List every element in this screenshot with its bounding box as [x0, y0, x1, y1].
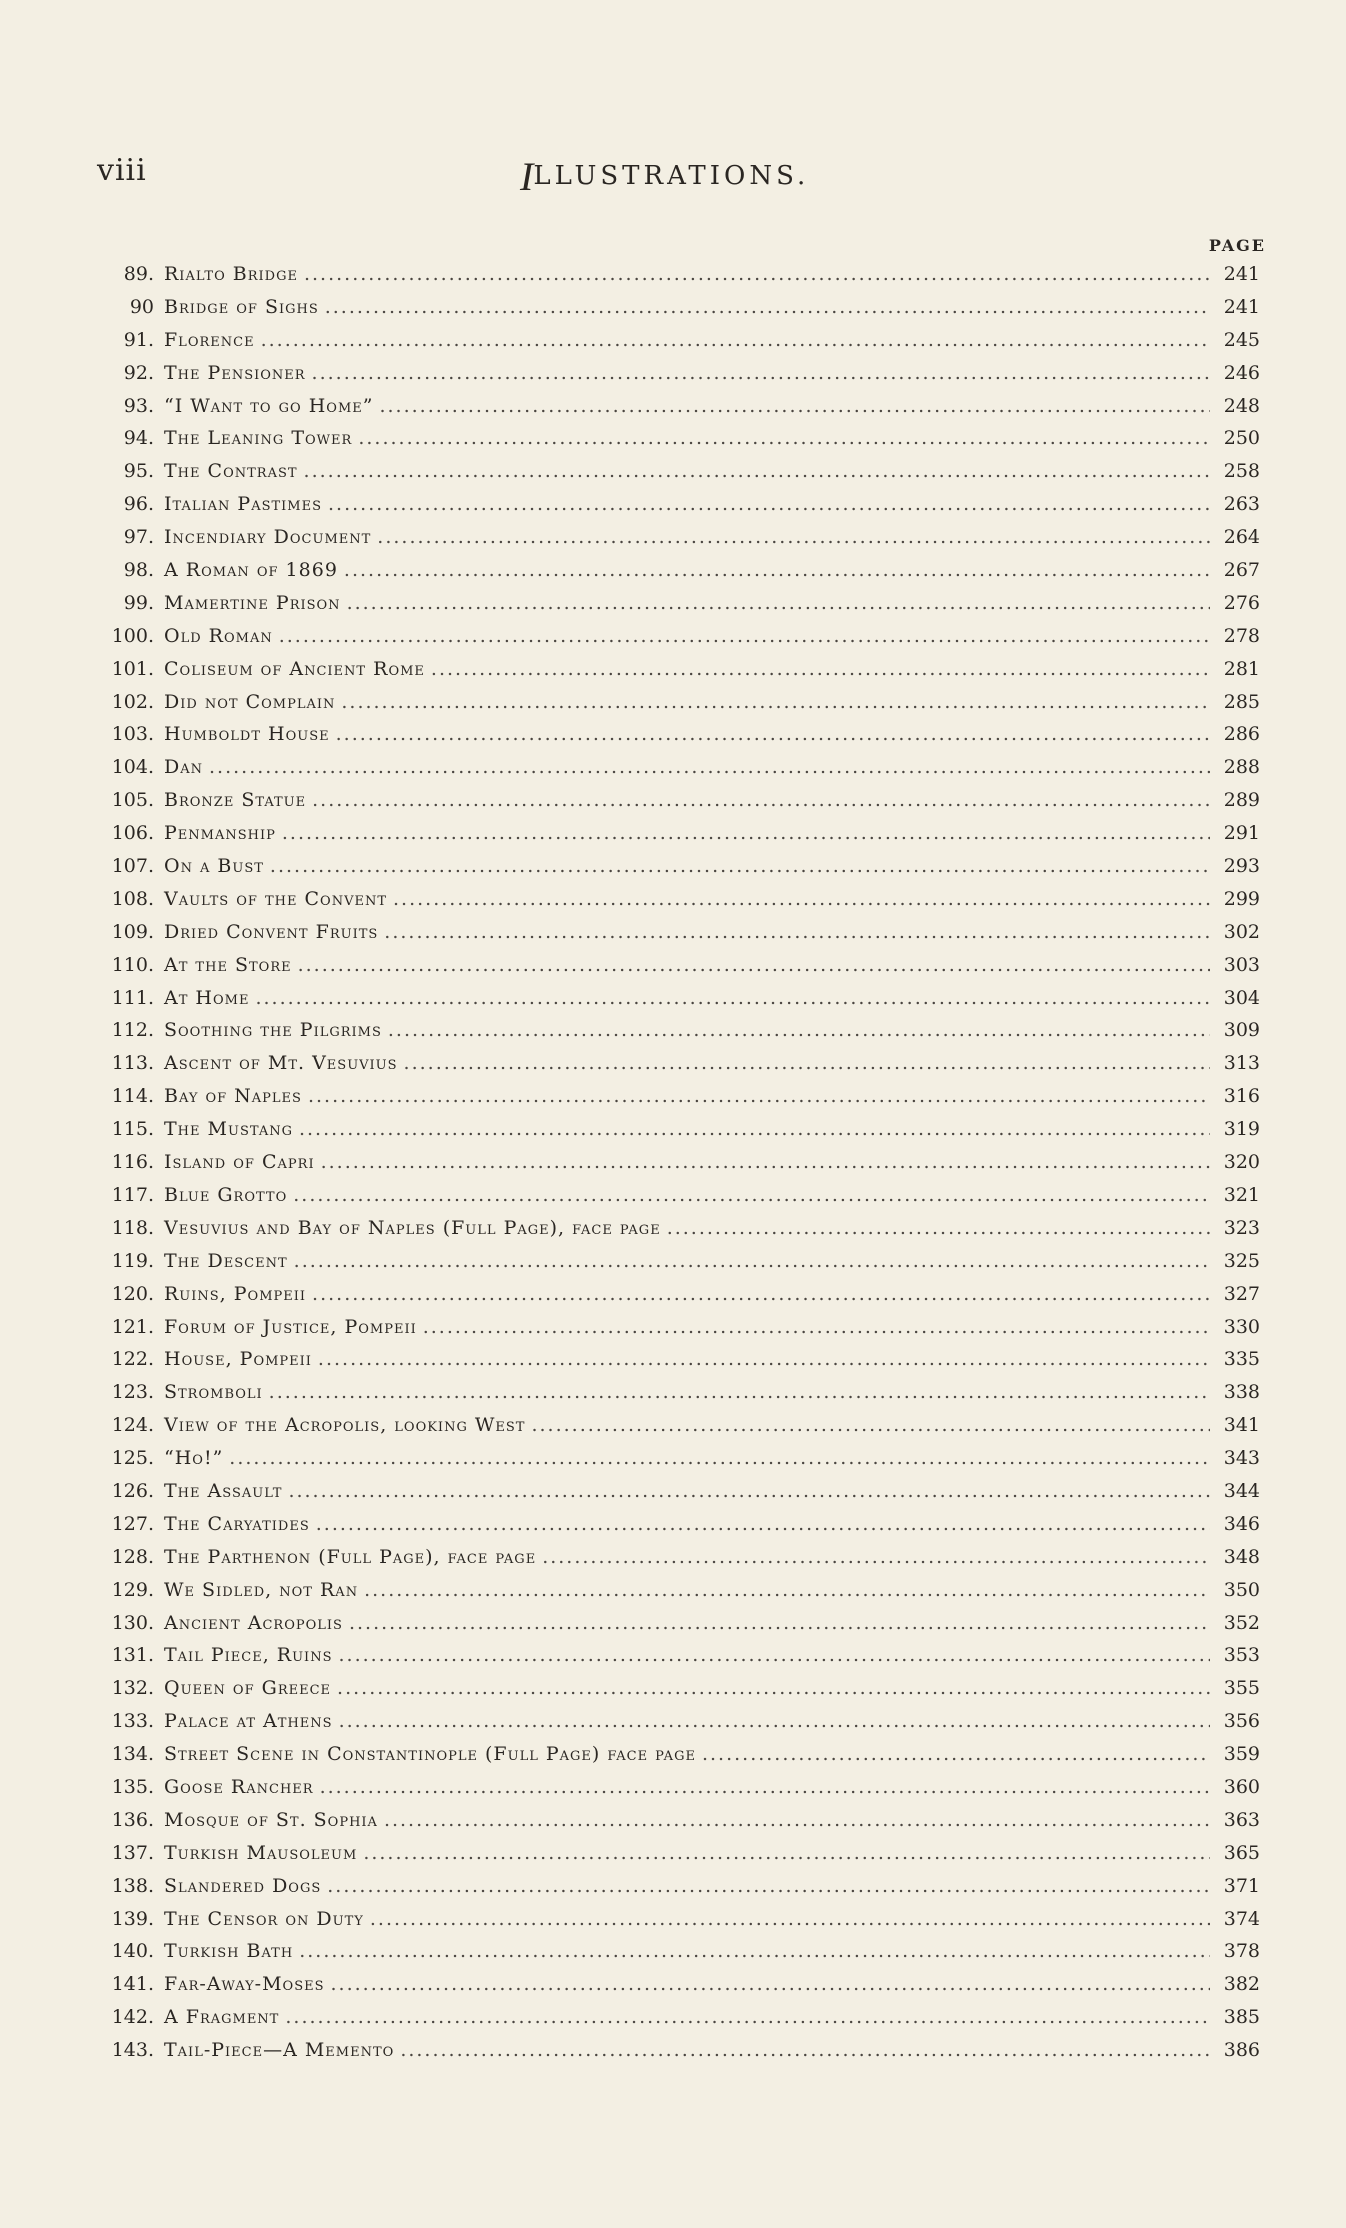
entry-page-number: 264 — [1223, 526, 1260, 549]
entry-number: 140. — [111, 1940, 154, 1963]
entry-title: Palace at Athens — [164, 1710, 333, 1733]
entry-title: Slandered Dogs — [164, 1874, 322, 1897]
list-entry — [92, 296, 1260, 329]
entry-title: Coliseum of Ancient Rome — [164, 657, 425, 680]
dot-leader — [379, 395, 1210, 417]
dot-leader — [349, 1612, 1210, 1634]
dot-leader — [209, 756, 1210, 778]
entry-number: 96. — [123, 493, 154, 516]
entry-title: The Censor on Duty — [164, 1907, 364, 1930]
entry-page-number: 378 — [1223, 1940, 1260, 1963]
entry-number: 89. — [123, 263, 154, 285]
entry-title: On a Bust — [164, 855, 264, 878]
entry-title: Turkish Mausoleum — [164, 1841, 358, 1864]
entry-title: Street Scene in Constantinople (Full Page) face page — [164, 1743, 696, 1766]
entry-number: 137. — [111, 1841, 154, 1864]
entry-page-number: 359 — [1223, 1743, 1260, 1766]
dot-leader — [293, 1184, 1210, 1206]
entry-number: 103. — [111, 723, 154, 746]
entry-number: 112. — [111, 1019, 154, 1042]
entry-page-number: 302 — [1223, 920, 1260, 943]
dot-leader — [384, 1809, 1210, 1831]
entry-title: Rialto Bridge — [164, 263, 298, 285]
entry-title: A Fragment — [164, 2006, 280, 2029]
entry-number: 118. — [111, 1216, 154, 1239]
entry-title: The Descent — [164, 1249, 288, 1272]
entry-page-number: 278 — [1223, 624, 1260, 647]
entry-page-number: 286 — [1223, 723, 1260, 746]
dot-leader — [312, 789, 1210, 811]
list-entry — [92, 493, 1260, 526]
entry-page-number: 309 — [1223, 1019, 1260, 1042]
list-entry — [92, 756, 1260, 789]
entry-number: 104. — [111, 756, 154, 779]
running-title-initial: I — [520, 154, 534, 199]
entry-number: 90 — [129, 295, 154, 318]
entry-number: 97. — [123, 526, 154, 549]
dot-leader — [282, 822, 1210, 844]
entry-title: Tail Piece, Ruins — [164, 1644, 333, 1667]
entry-title: Dried Convent Fruits — [164, 920, 379, 943]
entry-number: 133. — [111, 1710, 154, 1733]
dot-leader — [304, 263, 1210, 285]
dot-leader — [325, 296, 1210, 318]
entry-number: 142. — [111, 2006, 154, 2029]
entry-number: 130. — [111, 1611, 154, 1634]
entry-page-number: 246 — [1223, 361, 1260, 384]
entry-page-number: 382 — [1223, 1973, 1260, 1996]
entry-title: Old Roman — [164, 624, 273, 647]
entry-number: 141. — [111, 1973, 154, 1996]
entry-title: Queen of Greece — [164, 1677, 332, 1700]
list-entry — [92, 427, 1260, 460]
entry-number: 91. — [123, 328, 154, 351]
entry-title: We Sidled, not Ran — [164, 1578, 359, 1601]
list-entry — [92, 987, 1260, 1020]
list-entry — [92, 263, 1260, 296]
list-entry — [92, 1085, 1260, 1118]
entry-title: Soothing the Pilgrims — [164, 1019, 382, 1042]
list-entry — [92, 1217, 1260, 1250]
entry-number: 101. — [111, 657, 154, 680]
entry-number: 113. — [111, 1052, 154, 1075]
entry-page-number: 241 — [1223, 263, 1260, 285]
page-number: viii — [97, 153, 147, 188]
list-entry — [92, 362, 1260, 395]
entry-page-number: 293 — [1223, 855, 1260, 878]
dot-leader — [667, 1217, 1210, 1239]
entry-page-number: 248 — [1223, 394, 1260, 417]
entry-page-number: 250 — [1223, 427, 1260, 450]
entry-page-number: 245 — [1223, 328, 1260, 351]
list-entry — [92, 1776, 1260, 1809]
entry-number: 107. — [111, 855, 154, 878]
entry-number: 94. — [123, 427, 154, 450]
list-entry — [92, 1480, 1260, 1513]
entry-number: 122. — [111, 1348, 154, 1371]
dot-leader — [364, 1579, 1210, 1601]
dot-leader — [298, 954, 1210, 976]
entry-number: 124. — [111, 1414, 154, 1437]
list-entry — [92, 888, 1260, 921]
list-entry — [92, 1381, 1260, 1414]
list-entry — [92, 2039, 1260, 2072]
entry-page-number: 316 — [1223, 1085, 1260, 1108]
entry-page-number: 343 — [1223, 1447, 1260, 1470]
dot-leader — [320, 1776, 1210, 1798]
entry-title: Tail-Piece—A Memento — [164, 2039, 395, 2062]
entry-title: Incendiary Document — [164, 526, 372, 549]
dot-leader — [347, 592, 1210, 614]
list-entry — [92, 1875, 1260, 1908]
entry-title: At the Store — [164, 953, 292, 976]
dot-leader — [299, 1118, 1210, 1140]
entry-page-number: 363 — [1223, 1808, 1260, 1831]
dot-leader — [328, 493, 1210, 515]
entry-number: 116. — [111, 1151, 154, 1174]
entry-title: Mosque of St. Sophia — [164, 1808, 378, 1831]
list-entry — [92, 855, 1260, 888]
list-entry — [92, 658, 1260, 691]
entry-page-number: 356 — [1223, 1710, 1260, 1733]
dot-leader — [400, 2039, 1210, 2061]
list-entry — [92, 1250, 1260, 1283]
entry-page-number: 285 — [1223, 690, 1260, 713]
entry-title: View of the Acropolis, looking West — [164, 1414, 526, 1437]
entry-page-number: 346 — [1223, 1512, 1260, 1535]
dot-leader — [279, 625, 1210, 647]
dot-leader — [316, 1513, 1210, 1535]
entry-page-number: 365 — [1223, 1841, 1260, 1864]
dot-leader — [370, 1908, 1210, 1930]
entry-title: Forum of Justice, Pompeii — [164, 1315, 417, 1338]
entry-page-number: 276 — [1223, 591, 1260, 614]
entry-number: 126. — [111, 1479, 154, 1502]
entry-page-number: 335 — [1223, 1348, 1260, 1371]
list-entry — [92, 1316, 1260, 1349]
list-entry — [92, 1546, 1260, 1579]
dot-leader — [344, 559, 1210, 581]
dot-leader — [377, 526, 1210, 548]
entry-page-number: 325 — [1223, 1249, 1260, 1272]
dot-leader — [404, 1052, 1210, 1074]
list-entry — [92, 1414, 1260, 1447]
dot-leader — [255, 987, 1210, 1009]
entry-page-number: 355 — [1223, 1677, 1260, 1700]
list-entry — [92, 1809, 1260, 1842]
list-entry — [92, 789, 1260, 822]
entry-page-number: 353 — [1223, 1644, 1260, 1667]
entry-title: Florence — [164, 328, 255, 351]
entry-title: At Home — [164, 986, 250, 1009]
entry-number: 125. — [111, 1447, 154, 1470]
illustrations-list — [92, 263, 1260, 2072]
list-entry — [92, 1348, 1260, 1381]
entry-page-number: 267 — [1223, 559, 1260, 582]
list-entry — [92, 526, 1260, 559]
entry-page-number: 299 — [1223, 887, 1260, 910]
entry-page-number: 320 — [1223, 1151, 1260, 1174]
entry-number: 106. — [111, 822, 154, 845]
entry-title: Mamertine Prison — [164, 591, 341, 614]
list-entry — [92, 1710, 1260, 1743]
entry-title: Vaults of the Convent — [164, 887, 388, 910]
entry-title: Ascent of Mt. Vesuvius — [164, 1052, 398, 1075]
dot-leader — [393, 888, 1210, 910]
entry-title: Ruins, Pompeii — [164, 1282, 307, 1305]
entry-page-number: 281 — [1223, 657, 1260, 680]
entry-number: 119. — [111, 1249, 154, 1272]
entry-page-number: 352 — [1223, 1611, 1260, 1634]
entry-page-number: 241 — [1223, 295, 1260, 318]
list-entry — [92, 460, 1260, 493]
entry-page-number: 319 — [1223, 1118, 1260, 1141]
entry-number: 98. — [123, 559, 154, 582]
list-entry — [92, 1677, 1260, 1710]
entry-number: 143. — [111, 2039, 154, 2062]
entry-title: “I Want to go Home” — [164, 394, 374, 417]
entry-number: 111. — [111, 986, 154, 1009]
dot-leader — [312, 1283, 1210, 1305]
entry-number: 128. — [111, 1545, 154, 1568]
entry-title: Penmanship — [164, 822, 276, 845]
dot-leader — [339, 1710, 1210, 1732]
list-entry — [92, 592, 1260, 625]
entry-title: Turkish Bath — [164, 1940, 294, 1963]
entry-page-number: 360 — [1223, 1775, 1260, 1798]
dot-leader — [702, 1743, 1210, 1765]
entry-number: 108. — [111, 887, 154, 910]
entry-title: Italian Pastimes — [164, 493, 323, 516]
entry-page-number: 321 — [1223, 1183, 1260, 1206]
dot-leader — [327, 1875, 1210, 1897]
list-entry — [92, 395, 1260, 428]
list-entry — [92, 1447, 1260, 1480]
dot-leader — [542, 1546, 1210, 1568]
list-entry — [92, 1184, 1260, 1217]
entry-title: “Ho!” — [164, 1447, 224, 1470]
page-column-label: PAGE — [1208, 236, 1266, 255]
entry-page-number: 303 — [1223, 953, 1260, 976]
dot-leader — [363, 1842, 1210, 1864]
dot-leader — [384, 921, 1210, 943]
dot-leader — [358, 427, 1210, 449]
entry-number: 114. — [111, 1085, 154, 1108]
entry-number: 131. — [111, 1644, 154, 1667]
entry-page-number: 350 — [1223, 1578, 1260, 1601]
list-entry — [92, 1513, 1260, 1546]
entry-number: 132. — [111, 1677, 154, 1700]
dot-leader — [261, 329, 1210, 351]
dot-leader — [331, 1973, 1211, 1995]
entry-number: 135. — [111, 1775, 154, 1798]
entry-page-number: 338 — [1223, 1381, 1260, 1404]
entry-page-number: 291 — [1223, 822, 1260, 845]
entry-number: 121. — [111, 1315, 154, 1338]
dot-leader — [312, 362, 1210, 384]
entry-number: 105. — [111, 789, 154, 812]
entry-title: Goose Rancher — [164, 1775, 314, 1798]
list-entry — [92, 1283, 1260, 1316]
entry-title: House, Pompeii — [164, 1348, 312, 1371]
entry-page-number: 313 — [1223, 1052, 1260, 1075]
entry-page-number: 304 — [1223, 986, 1260, 1009]
entry-title: Bridge of Sighs — [164, 295, 319, 318]
dot-leader — [321, 1151, 1210, 1173]
entry-number: 134. — [111, 1743, 154, 1766]
entry-title: Island of Capri — [164, 1151, 315, 1174]
dot-leader — [288, 1480, 1210, 1502]
entry-number: 136. — [111, 1808, 154, 1831]
entry-title: The Caryatides — [164, 1512, 310, 1535]
entry-title: Humboldt House — [164, 723, 330, 746]
entry-number: 139. — [111, 1907, 154, 1930]
list-entry — [92, 625, 1260, 658]
entry-page-number: 371 — [1223, 1874, 1260, 1897]
entry-number: 95. — [123, 460, 154, 483]
entry-title: Ancient Acropolis — [164, 1611, 343, 1634]
list-entry — [92, 1019, 1260, 1052]
entry-title: Blue Grotto — [164, 1183, 288, 1206]
list-entry — [92, 329, 1260, 362]
entry-number: 120. — [111, 1282, 154, 1305]
entry-page-number: 344 — [1223, 1479, 1260, 1502]
entry-page-number: 258 — [1223, 460, 1260, 483]
list-entry — [92, 822, 1260, 855]
entry-number: 93. — [123, 394, 154, 417]
dot-leader — [270, 855, 1210, 877]
entry-title: Dan — [164, 756, 203, 779]
entry-page-number: 341 — [1223, 1414, 1260, 1437]
entry-number: 129. — [111, 1578, 154, 1601]
entry-page-number: 288 — [1223, 756, 1260, 779]
entry-number: 100. — [111, 624, 154, 647]
entry-page-number: 263 — [1223, 493, 1260, 516]
list-entry — [92, 1842, 1260, 1875]
entry-title: The Contrast — [164, 460, 298, 483]
list-entry — [92, 691, 1260, 724]
entry-title: Far-Away-Moses — [164, 1973, 325, 1996]
list-entry — [92, 1644, 1260, 1677]
entry-page-number: 289 — [1223, 789, 1260, 812]
entry-number: 109. — [111, 920, 154, 943]
entry-title: The Parthenon (Full Page), face page — [164, 1545, 537, 1568]
entry-page-number: 374 — [1223, 1907, 1260, 1930]
dot-leader — [336, 723, 1210, 745]
list-entry — [92, 1052, 1260, 1085]
entry-number: 138. — [111, 1874, 154, 1897]
list-entry — [92, 2006, 1260, 2039]
entry-number: 92. — [123, 361, 154, 384]
entry-page-number: 330 — [1223, 1315, 1260, 1338]
list-entry — [92, 1579, 1260, 1612]
dot-leader — [338, 1644, 1210, 1666]
dot-leader — [294, 1250, 1210, 1272]
entry-number: 102. — [111, 690, 154, 713]
list-entry — [92, 723, 1260, 756]
entry-title: Vesuvius and Bay of Naples (Full Page), face page — [164, 1216, 661, 1239]
entry-number: 127. — [111, 1512, 154, 1535]
list-entry — [92, 1908, 1260, 1941]
entry-page-number: 386 — [1223, 2039, 1260, 2062]
dot-leader — [341, 691, 1210, 713]
entry-number: 110. — [111, 953, 154, 976]
entry-title: Bay of Naples — [164, 1085, 302, 1108]
dot-leader — [299, 1940, 1210, 1962]
entry-number: 99. — [123, 591, 154, 614]
dot-leader — [318, 1348, 1210, 1370]
entry-title: The Pensioner — [164, 361, 306, 384]
running-title-rest: LLUSTRATIONS. — [533, 161, 810, 191]
dot-leader — [423, 1316, 1210, 1338]
list-entry — [92, 921, 1260, 954]
entry-title: A Roman of 1869 — [164, 559, 338, 582]
dot-leader — [388, 1019, 1210, 1041]
list-entry — [92, 1973, 1260, 2006]
entry-page-number: 327 — [1223, 1282, 1260, 1305]
entry-title: The Assault — [164, 1479, 283, 1502]
dot-leader — [531, 1414, 1210, 1436]
list-entry — [92, 559, 1260, 592]
dot-leader — [304, 460, 1210, 482]
dot-leader — [337, 1677, 1210, 1699]
entry-page-number: 323 — [1223, 1216, 1260, 1239]
list-entry — [92, 1743, 1260, 1776]
list-entry — [92, 1118, 1260, 1151]
list-entry — [92, 1612, 1260, 1645]
list-entry — [92, 954, 1260, 987]
list-entry — [92, 1940, 1260, 1973]
entry-title: Stromboli — [164, 1381, 263, 1404]
entry-page-number: 348 — [1223, 1545, 1260, 1568]
dot-leader — [229, 1447, 1210, 1469]
entry-title: The Mustang — [164, 1118, 293, 1141]
list-entry — [92, 1151, 1260, 1184]
dot-leader — [285, 2006, 1210, 2028]
entry-title: Bronze Statue — [164, 789, 307, 812]
entry-page-number: 385 — [1223, 2006, 1260, 2029]
entry-number: 123. — [111, 1381, 154, 1404]
dot-leader — [431, 658, 1210, 680]
entry-number: 115. — [111, 1118, 154, 1141]
entry-number: 117. — [111, 1183, 154, 1206]
entry-title: The Leaning Tower — [164, 427, 353, 450]
dot-leader — [308, 1085, 1210, 1107]
running-title — [520, 153, 809, 200]
entry-title: Did not Complain — [164, 690, 336, 713]
dot-leader — [269, 1381, 1210, 1403]
